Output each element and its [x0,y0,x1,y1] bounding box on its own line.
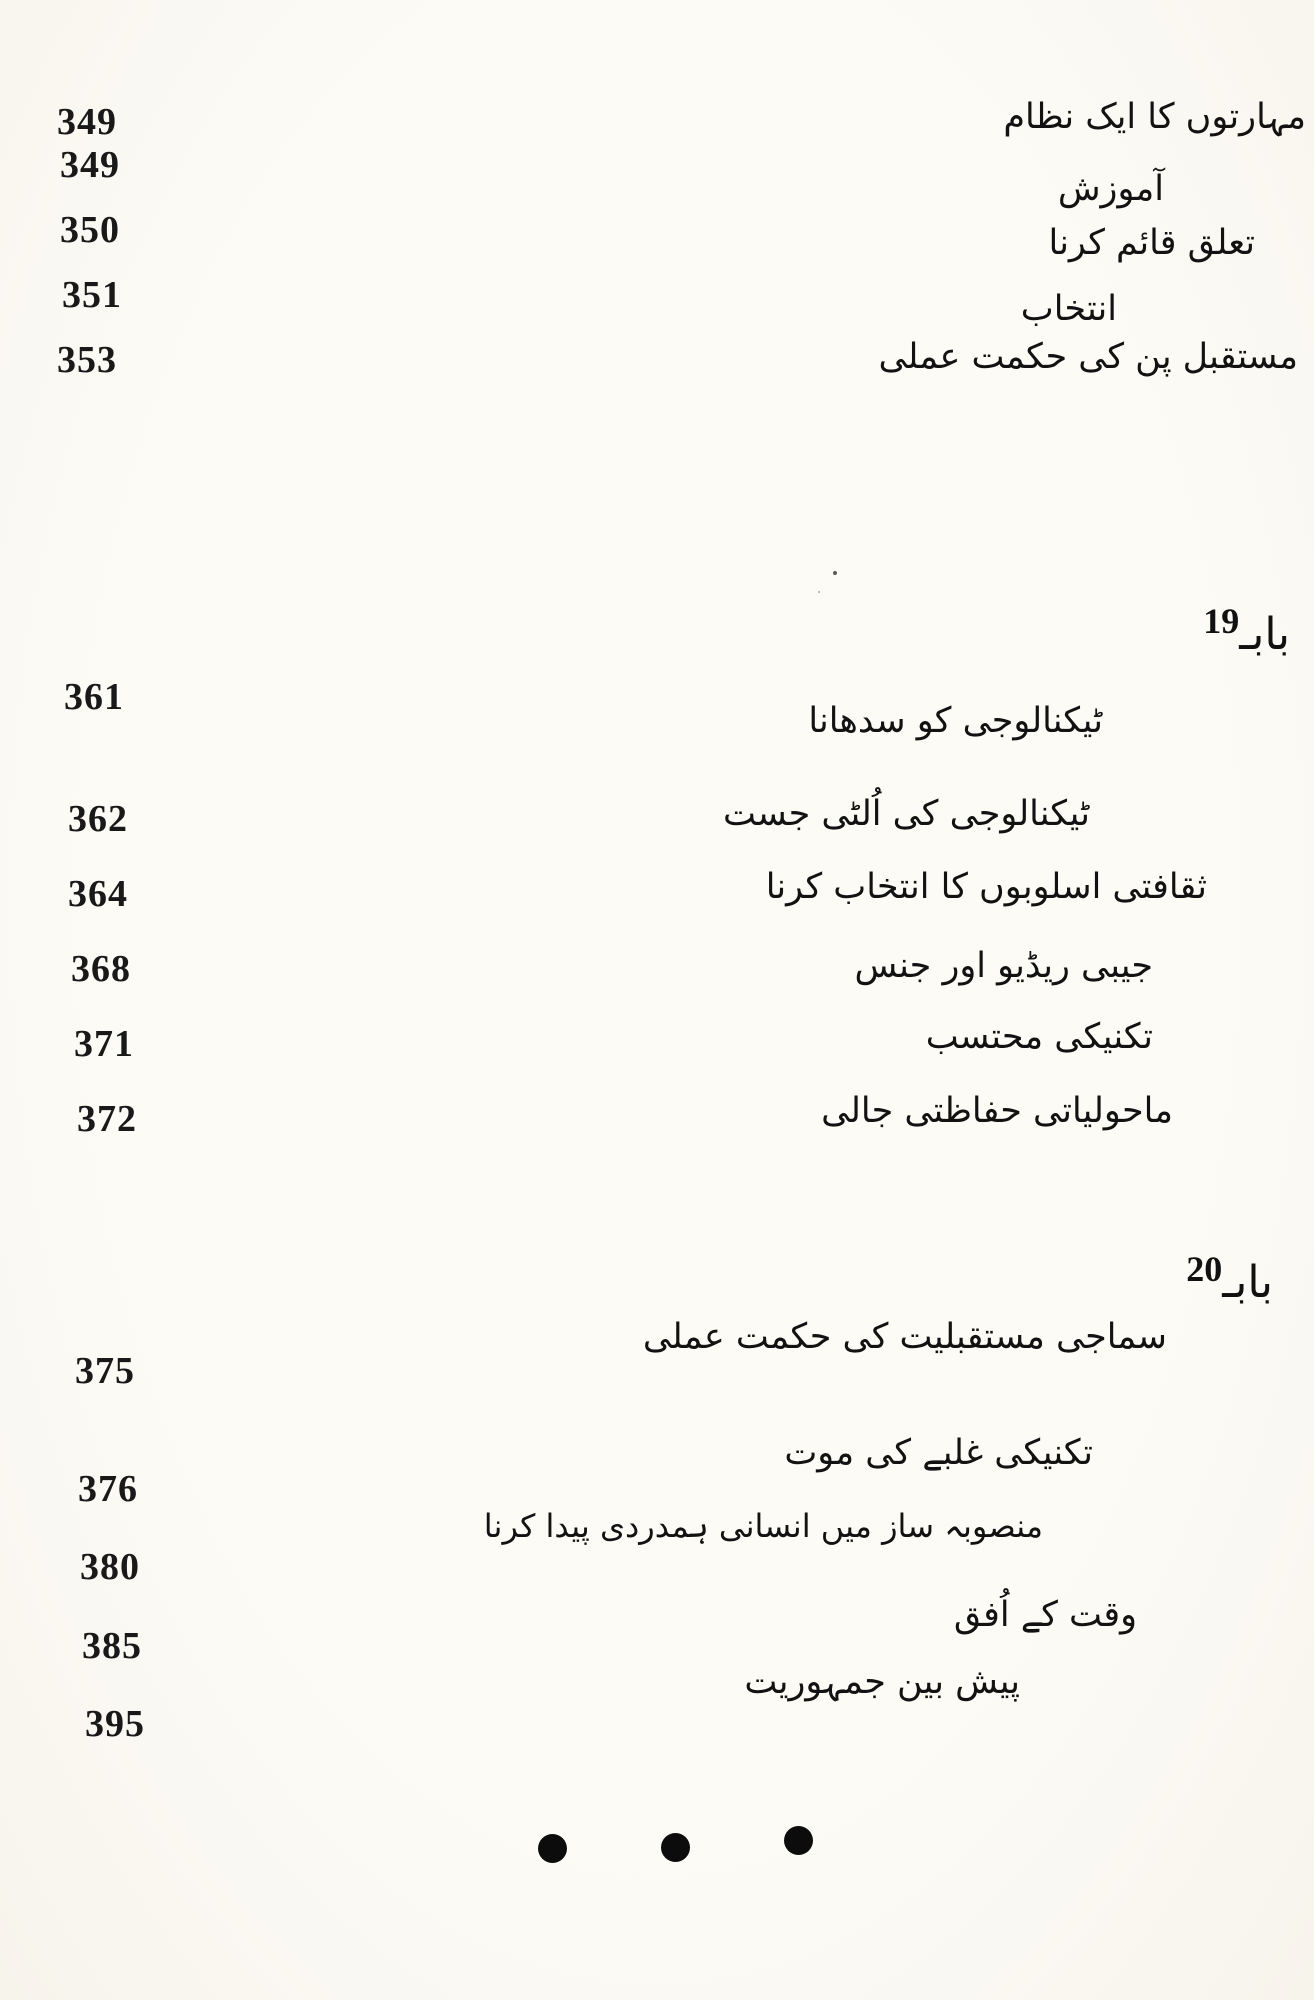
page-number: 395 [85,1703,145,1745]
entry-title: مہارتوں کا ایک نظام [1003,97,1306,137]
page-number: 372 [77,1098,137,1140]
page-number: 380 [80,1546,140,1588]
entry-title: سماجی مستقبلیت کی حکمت عملی [642,1317,1167,1357]
page-number: 361 [64,676,124,718]
entry-title: تکنیکی غلبے کی موت [784,1433,1093,1473]
page-number: 351 [62,274,122,316]
entry-title: پیش بین جمہوریت [744,1662,1020,1702]
entry-title: ثقافتی اسلوبوں کا انتخاب کرنا [765,867,1207,907]
chapter-heading [1186,1249,1273,1309]
paper-speck [818,591,820,593]
page-number: 371 [74,1023,134,1065]
separator-dot [538,1834,567,1863]
page-number: 349 [60,144,120,186]
chapter-separator: ـ [1222,1257,1236,1308]
entry-title: جیبی ریڈیو اور جنس [854,946,1153,986]
entry-title: منصوبہ ساز میں انسانی ہمدردی پیدا کرنا [483,1507,1043,1545]
page-number: 362 [68,798,128,840]
entry-title: ماحولیاتی حفاظتی جالی [821,1091,1173,1131]
paper-speck [833,571,837,575]
page-number: 368 [71,948,131,990]
entry-title: وقت کے اُفق [953,1595,1137,1635]
chapter-label: باب [1252,609,1290,660]
entry-title: مستقبل پن کی حکمت عملی [878,337,1298,377]
page-number: 350 [60,209,120,251]
entry-title: ٹیکنالوجی کی اُلٹی جست [723,794,1090,834]
chapter-separator: ـ [1239,609,1253,660]
chapter-label: باب [1235,1257,1273,1308]
page-number: 385 [82,1625,142,1667]
chapter-heading [1203,601,1290,661]
separator-dot [784,1826,813,1855]
page-number: 353 [57,339,117,381]
page-number: 375 [75,1350,135,1392]
page-number: 364 [68,873,128,915]
entry-title: ٹیکنالوجی کو سدھانا [808,701,1103,741]
separator-dot [661,1833,690,1862]
entry-title: انتخاب [1020,289,1117,329]
page-number: 376 [78,1468,138,1510]
entry-title: تعلق قائم کرنا [1048,223,1255,263]
entry-title: تکنیکی محتسب [925,1017,1153,1057]
entry-title: آموزش [1057,169,1164,209]
chapter-number: 19 [1203,601,1240,641]
chapter-number: 20 [1186,1249,1223,1289]
page-number: 349 [57,101,117,143]
